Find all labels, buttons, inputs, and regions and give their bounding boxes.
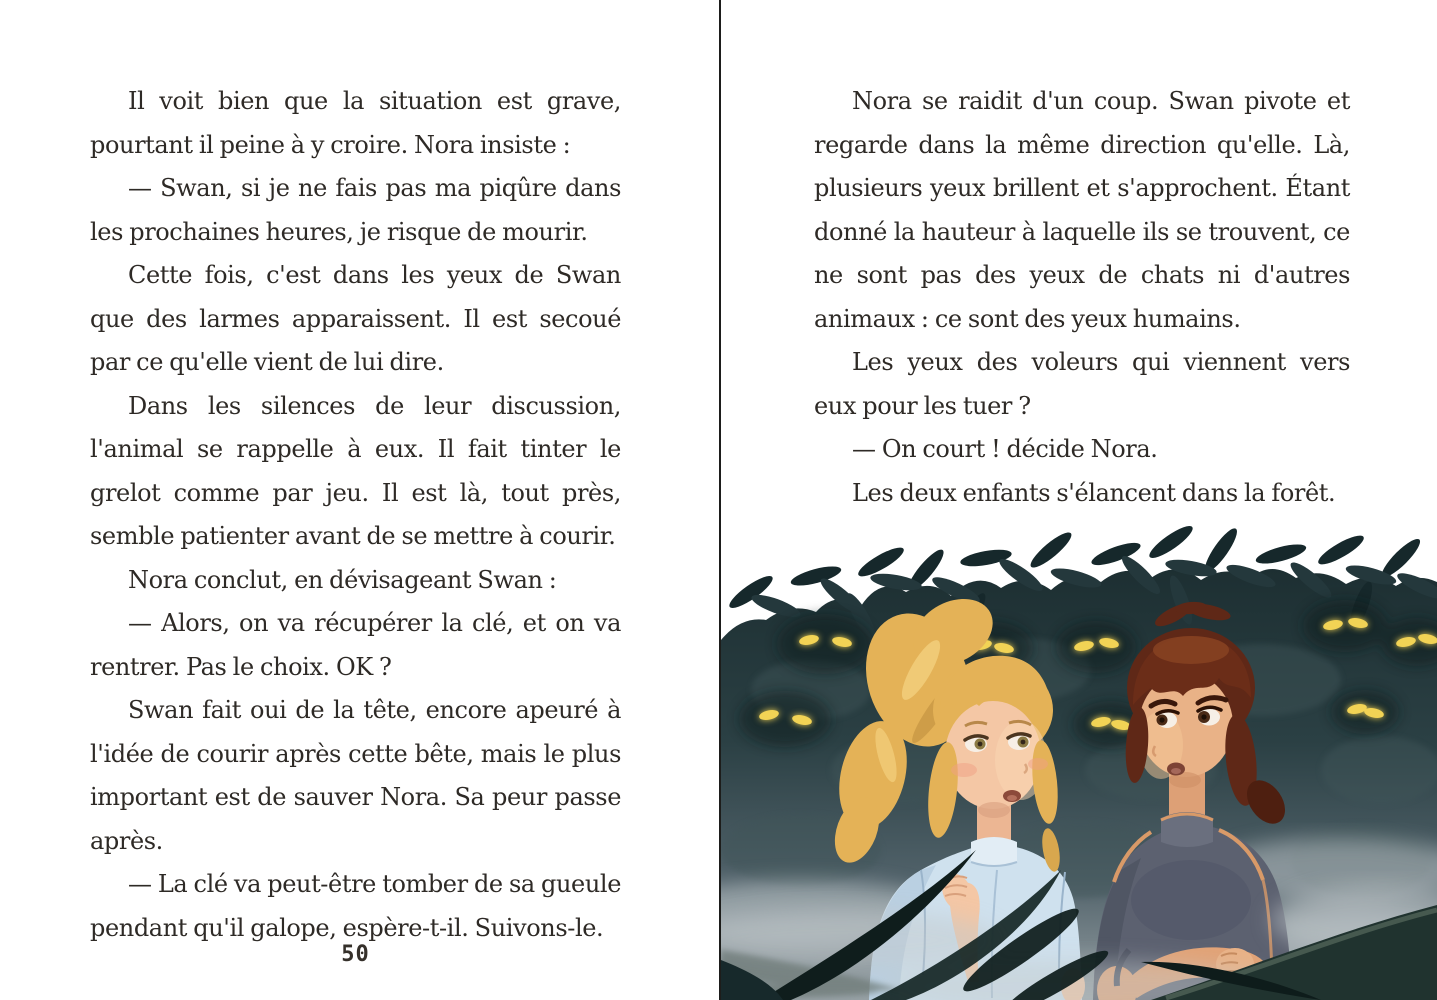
paragraph: Dans les silences de leur discussion, l'animal se rappelle à eux. Il fait tinter le grelot comme par jeu. Il est là, tout près, semble patienter avant de se mettre à courir. xyxy=(90,391,621,550)
forest-illustration-svg xyxy=(721,520,1437,1000)
paragraph: Il voit bien que la situation est grave, pourtant il peine à y croire. Nora insiste : xyxy=(90,87,621,159)
forest-illustration xyxy=(721,520,1437,1000)
left-page-text xyxy=(90,80,621,950)
paragraph: Swan fait oui de la tête, encore apeuré à l'idée de courir après cette bête, mais le plus important est de sauver Nora. Sa peur passe après. xyxy=(90,696,621,855)
page-number: 50 xyxy=(341,942,370,967)
paragraph: Les yeux des voleurs qui viennent vers eux pour les tuer ? xyxy=(814,348,1350,420)
paragraph: Nora conclut, en dévisageant Swan : xyxy=(128,565,557,594)
paragraph: — Alors, on va récupérer la clé, et on va rentrer. Pas le choix. OK ? xyxy=(90,609,621,681)
paragraph: Les deux enfants s'élancent dans la forêt. xyxy=(852,478,1336,507)
paragraph: — On court ! décide Nora. xyxy=(852,435,1158,463)
right-page-text xyxy=(814,80,1350,515)
paragraph: — La clé va peut-être tomber de sa gueule pendant qu'il galope, espère-t-il. Suivons-le. xyxy=(90,870,621,942)
paragraph: Cette fois, c'est dans les yeux de Swan que des larmes apparaissent. Il est secoué par ce qu'elle vient de lui dire. xyxy=(90,261,621,376)
paragraph: — Swan, si je ne fais pas ma piqûre dans les prochaines heures, je risque de mourir. xyxy=(90,174,621,246)
paragraph: Nora se raidit d'un coup. Swan pivote et regarde dans la même direction qu'elle. Là, plusieurs yeux brillent et s'approchent. Étant donné la hauteur à laquelle ils se trouvent, ce ne sont pas des yeux de chats ni d'autres animaux : ce sont des yeux humains. xyxy=(814,87,1350,333)
